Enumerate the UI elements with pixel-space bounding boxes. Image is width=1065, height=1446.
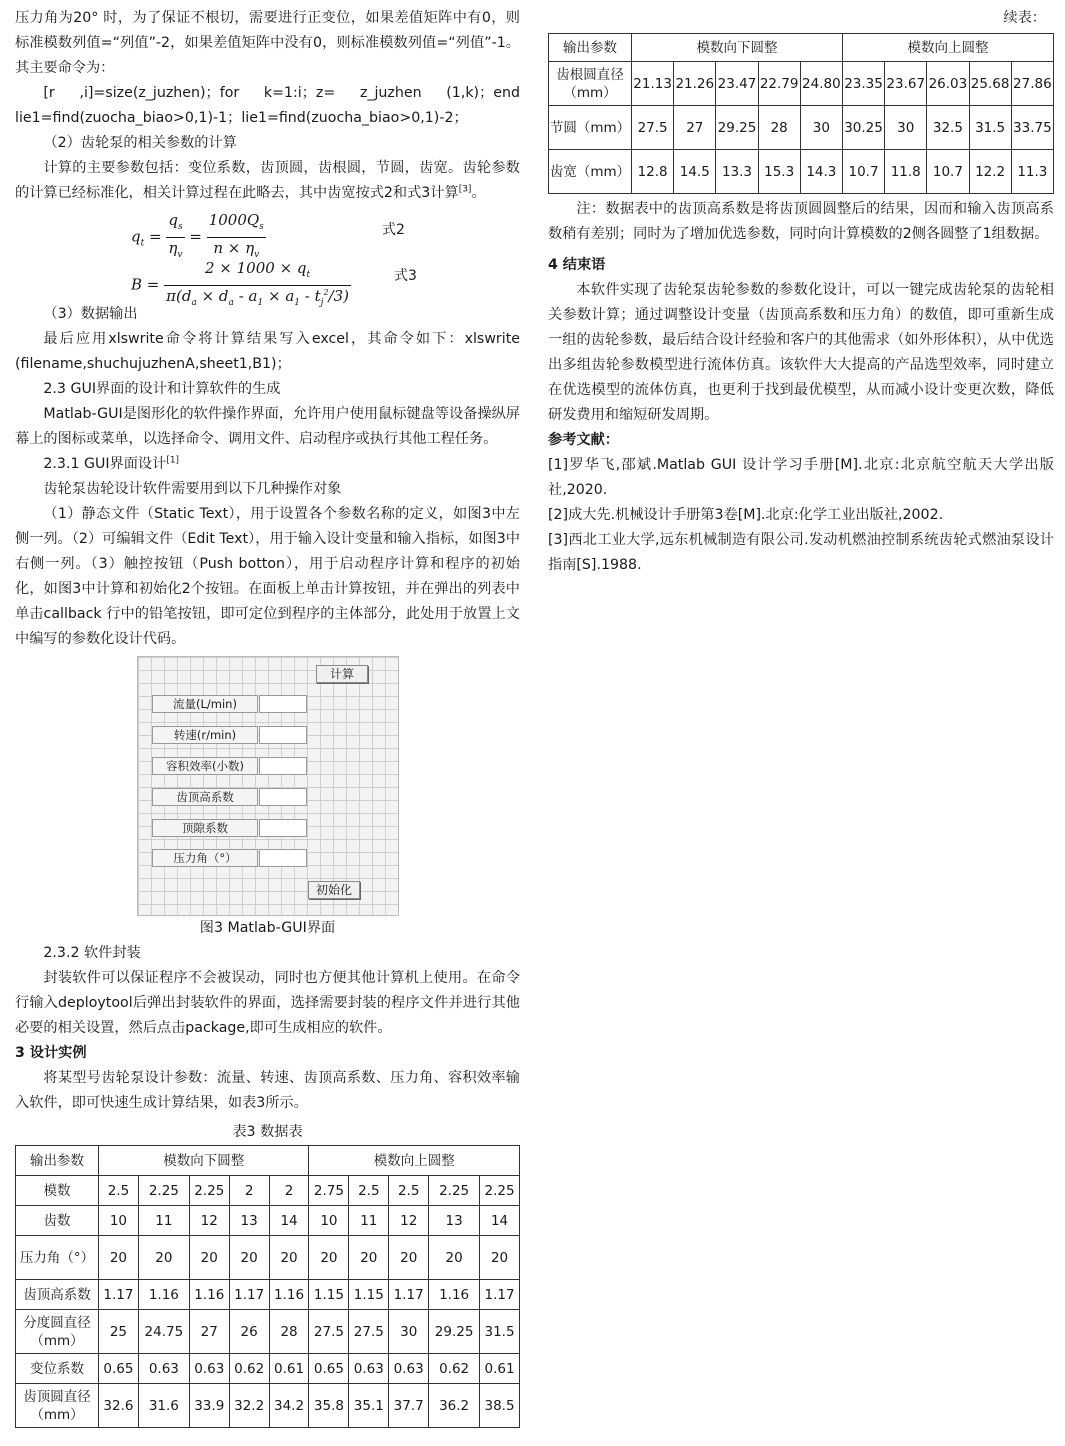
table-cell: 12 (389, 1206, 429, 1236)
reference-item: [3]西北工业大学,远东机械制造有限公司.发动机燃油控制系统齿轮式燃油泵设计指南[S].1988. (548, 532, 1054, 573)
formula-2: $q_t$ = $\frac{q_s}{\eta_v}$ = $\frac{1000Q_s}{n \times \eta_v}$ 式2 (131, 211, 405, 260)
table-cell: 11 (349, 1206, 389, 1236)
paragraph: 齿轮泵齿轮设计软件需要用到以下几种操作对象 (43, 481, 342, 497)
row-label: 齿顶高系数 (16, 1280, 99, 1310)
table-cell: 0.65 (99, 1354, 139, 1384)
table-cell: 23.67 (885, 62, 927, 106)
table-cell: 29.25 (716, 106, 758, 150)
table-cell: 2.5 (99, 1176, 139, 1206)
gui-edit-field[interactable] (259, 849, 307, 867)
table-cell: 11.8 (885, 150, 927, 194)
gui-static-label: 转速(r/min) (152, 726, 258, 744)
table-cell: 13 (429, 1206, 480, 1236)
table-cell: 27 (189, 1310, 229, 1354)
citation: [1] (166, 455, 180, 466)
table-cell: 20 (229, 1236, 269, 1280)
right-column (548, 6, 1054, 578)
table-caption: 表3 数据表 (232, 1124, 303, 1140)
gui-static-label: 压力角（°） (152, 849, 258, 867)
figure-caption: 图3 Matlab-GUI界面 (199, 920, 336, 936)
table-cell: 20 (429, 1236, 480, 1280)
table-cell: 20 (189, 1236, 229, 1280)
table-cell: 0.65 (309, 1354, 349, 1384)
table-header: 模数向上圆整 (842, 34, 1053, 62)
table-cell: 28 (269, 1310, 309, 1354)
init-button[interactable]: 初始化 (308, 881, 360, 899)
table-cell: 24.75 (138, 1310, 189, 1354)
table-cell: 21.26 (674, 62, 716, 106)
data-table-3-continued (548, 33, 1054, 194)
table-cell: 27.5 (309, 1310, 349, 1354)
table-cell: 31.6 (138, 1384, 189, 1428)
table-cell: 20 (138, 1236, 189, 1280)
table-cell: 30 (389, 1310, 429, 1354)
table-row (549, 62, 1054, 106)
table-cell: 1.17 (229, 1280, 269, 1310)
table-cell: 27.5 (632, 106, 674, 150)
table-cell: 1.15 (309, 1280, 349, 1310)
row-label: 压力角（°） (16, 1236, 99, 1280)
section-heading: 2.3.2 软件封装 (43, 945, 141, 961)
section-heading: 2.3 GUI界面的设计和计算软件的生成 (43, 381, 281, 397)
table-cell: 2 (269, 1176, 309, 1206)
table-cell: 30 (800, 106, 842, 150)
table-cell: 35.8 (309, 1384, 349, 1428)
table-cell: 2.25 (189, 1176, 229, 1206)
table-cell: 1.17 (389, 1280, 429, 1310)
table-cell: 1.17 (99, 1280, 139, 1310)
row-label: 齿顶圆直径（mm） (16, 1384, 99, 1428)
table-cell: 31.5 (480, 1310, 520, 1354)
section-heading: （2）齿轮泵的相关参数的计算 (43, 135, 237, 151)
table-cell: 35.1 (349, 1384, 389, 1428)
table-cell: 23.47 (716, 62, 758, 106)
table-header: 模数向下圆整 (99, 1146, 309, 1176)
table-row (16, 1176, 520, 1206)
formula-number: 式2 (382, 222, 405, 238)
paragraph: 将某型号齿轮泵设计参数：流量、转速、齿顶高系数、压力角、容积效率输入软件，即可快速生成计算结果，如表3所示。 (15, 1070, 520, 1111)
table-cell: 20 (309, 1236, 349, 1280)
table-cell: 2.25 (429, 1176, 480, 1206)
table-row (16, 1310, 520, 1354)
section-heading: （3）数据输出 (43, 306, 138, 322)
table-cell: 0.63 (189, 1354, 229, 1384)
table-cell: 2 (229, 1176, 269, 1206)
table-cell: 0.61 (480, 1354, 520, 1384)
gui-edit-field[interactable] (259, 695, 307, 713)
gui-edit-field[interactable] (259, 819, 307, 837)
table-cell: 34.2 (269, 1384, 309, 1428)
table-row (16, 1280, 520, 1310)
continued-label: 续表： (1003, 10, 1046, 26)
table-cell: 11.3 (1011, 150, 1053, 194)
table-cell: 32.2 (229, 1384, 269, 1428)
table-cell: 32.5 (927, 106, 969, 150)
row-label: 节圆（mm） (549, 106, 632, 150)
table-cell: 31.5 (969, 106, 1011, 150)
table-cell: 27.5 (349, 1310, 389, 1354)
table-cell: 20 (349, 1236, 389, 1280)
section-heading: 2.3.1 GUI界面设计[1] (43, 455, 180, 472)
paragraph: 本软件实现了齿轮泵齿轮参数的参数化设计，可以一键完成齿轮泵的齿轮相关参数计算；通过调整设计变量（齿顶高系数和压力角）的数值，即可重新生成一组的齿轮参数，最后结合设计经验和客户的其他需求（如外形体积），从中优选出多组齿轮参数模型进行流体仿真。该软件大大提高的产品选型效率，同时建立在优选模型的流体仿真，也更利于找到最优模型，从而减小设计变更次数，降低研发费用和缩短研发周期。 (548, 282, 1054, 423)
table-cell: 30.25 (842, 106, 884, 150)
table-cell: 0.62 (429, 1354, 480, 1384)
row-label: 齿根圆直径（mm） (549, 62, 632, 106)
gui-edit-field[interactable] (259, 788, 307, 806)
table-header: 输出参数 (16, 1146, 99, 1176)
table-cell: 0.63 (389, 1354, 429, 1384)
table-cell: 13.3 (716, 150, 758, 194)
table-header: 模数向下圆整 (632, 34, 843, 62)
paragraph: 计算的主要参数包括：变位系数，齿顶圆，齿根圆，节圆，齿宽。齿轮参数的计算已经标准化，相关计算过程在此略去，其中齿宽按式2和式3计算[3]。 (15, 160, 520, 201)
table-cell: 12 (189, 1206, 229, 1236)
table-cell: 1.17 (480, 1280, 520, 1310)
table-cell: 0.63 (138, 1354, 189, 1384)
table-row (16, 1354, 520, 1384)
row-label: 变位系数 (16, 1354, 99, 1384)
table-cell: 15.3 (758, 150, 800, 194)
table-cell: 37.7 (389, 1384, 429, 1428)
table-cell: 1.16 (269, 1280, 309, 1310)
gui-edit-field[interactable] (259, 726, 307, 744)
table-row (16, 1206, 520, 1236)
table-cell: 13 (229, 1206, 269, 1236)
row-label: 分度圆直径（mm） (16, 1310, 99, 1354)
table-cell: 24.80 (800, 62, 842, 106)
table-cell: 2.75 (309, 1176, 349, 1206)
table-cell: 10.7 (842, 150, 884, 194)
table-cell: 20 (99, 1236, 139, 1280)
table-cell: 0.61 (269, 1354, 309, 1384)
paragraph: 压力角为20° 时，为了保证不根切，需要进行正变位，如果差值矩阵中有0，则标准模数列值=“列值”-2，如果差值矩阵中没有0，则标准模数列值=“列值”-1。其主要命令为： (15, 10, 520, 76)
paragraph: 封装软件可以保证程序不会被误动，同时也方便其他计算机上使用。在命令行输入deploytool后弹出封装软件的界面，选择需要封装的程序文件并进行其他必要的相关设置，然后点击package,即可生成相应的软件。 (15, 970, 520, 1036)
left-column (15, 6, 520, 1428)
table-cell: 36.2 (429, 1384, 480, 1428)
table-cell: 32.6 (99, 1384, 139, 1428)
table-cell: 21.13 (632, 62, 674, 106)
table-cell: 14.5 (674, 150, 716, 194)
table-cell: 27 (674, 106, 716, 150)
table-cell: 38.5 (480, 1384, 520, 1428)
table-cell: 2.5 (349, 1176, 389, 1206)
table-cell: 29.25 (429, 1310, 480, 1354)
table-cell: 20 (480, 1236, 520, 1280)
table-cell: 11 (138, 1206, 189, 1236)
formula-number: 式3 (394, 268, 417, 284)
paragraph: Matlab-GUI是图形化的软件操作界面，允许用户使用鼠标键盘等设备操纵屏幕上的图标或菜单，以选择命令、调用文件、启动程序或执行其他工程任务。 (15, 406, 520, 447)
reference-item: [1]罗华飞,邵斌.Matlab GUI 设计学习手册[M].北京:北京航空航天大学出版社,2020. (548, 457, 1054, 498)
table-cell: 12.8 (632, 150, 674, 194)
row-label: 齿数 (16, 1206, 99, 1236)
row-label: 模数 (16, 1176, 99, 1206)
table-cell: 0.63 (349, 1354, 389, 1384)
row-label: 齿宽（mm） (549, 150, 632, 194)
table-cell: 14 (480, 1206, 520, 1236)
reference-item: [2]成大先.机械设计手册第3卷[M].北京:化学工业出版社,2002. (548, 507, 944, 523)
table-header: 模数向上圆整 (309, 1146, 520, 1176)
table-cell: 20 (389, 1236, 429, 1280)
data-table-3 (15, 1145, 520, 1428)
table-cell: 1.15 (349, 1280, 389, 1310)
table-row (549, 106, 1054, 150)
table-cell: 26.03 (927, 62, 969, 106)
table-cell: 2.25 (480, 1176, 520, 1206)
table-cell: 2.25 (138, 1176, 189, 1206)
table-cell: 10 (309, 1206, 349, 1236)
table-cell: 30 (885, 106, 927, 150)
table-cell: 2.5 (389, 1176, 429, 1206)
table-header: 输出参数 (549, 34, 632, 62)
gui-static-label: 容积效率(小数) (152, 757, 258, 775)
table-row (16, 1384, 520, 1428)
table-cell: 12.2 (969, 150, 1011, 194)
citation: [3] (458, 184, 472, 195)
table-cell: 28 (758, 106, 800, 150)
table-cell: 20 (269, 1236, 309, 1280)
table-cell: 14.3 (800, 150, 842, 194)
table-cell: 10.7 (927, 150, 969, 194)
references-heading: 参考文献： (548, 432, 619, 448)
figure-3-gui-mockup (137, 656, 399, 916)
table-row (549, 150, 1054, 194)
table-cell: 0.62 (229, 1354, 269, 1384)
table-row (16, 1236, 520, 1280)
table-cell: 22.79 (758, 62, 800, 106)
table-cell: 14 (269, 1206, 309, 1236)
gui-static-label: 齿顶高系数 (152, 788, 258, 806)
table-cell: 25.68 (969, 62, 1011, 106)
table-cell: 1.16 (138, 1280, 189, 1310)
gui-edit-field[interactable] (259, 757, 307, 775)
paragraph: 最后应用xlswrite命令将计算结果写入excel，其命令如下：xlswrite (filename,shuchujuzhenA,sheet1,B1)； (15, 331, 520, 372)
table-cell: 1.16 (429, 1280, 480, 1310)
formula-3: B = $\frac{2 \times 1000 \times q_t}{\pi(d_a \times d_a - a_1 \times a_1 - t_j^2/3)}$ 式3 (131, 259, 417, 308)
table-cell: 33.9 (189, 1384, 229, 1428)
table-cell: 33.75 (1011, 106, 1053, 150)
table-note: 注：数据表中的齿顶高系数是将齿顶圆圆整后的结果，因而和输入齿顶高系数稍有差别；同时为了增加优选参数，同时向计算模数的2侧各圆整了1组数据。 (548, 201, 1054, 242)
paragraph: （1）静态文件（Static Text），用于设置各个参数名称的定义，如图3中左侧一列。（2）可编辑文件（Edit Text），用于输入设计变量和输入指标，如图3中右侧一列。（3）触控按钮（Push botton），用于启动程序计算和程序的初始化，如图3中计算和初始化2个按钮。在面板上单击计算按钮，并在弹出的列表中单击callback 行中的铅笔按钮，即可定位到程序的主体部分，此处用于放置上文中编写的参数化设计代码。 (15, 506, 520, 647)
table-cell: 23.35 (842, 62, 884, 106)
gui-static-label: 顶隙系数 (152, 819, 258, 837)
code-snippet: [r ,i]=size(z_juzhen)；for k=1:i；z= z_juzhen (1,k)；end lie1=find(zuocha_biao>0,1)-1；lie1=find(zuocha_biao>0,1)-2； (15, 85, 520, 126)
table-cell: 26 (229, 1310, 269, 1354)
section-heading: 3 设计实例 (15, 1045, 87, 1061)
gui-static-label: 流量(L/min) (152, 695, 258, 713)
calc-button[interactable]: 计算 (316, 665, 368, 683)
table-cell: 10 (99, 1206, 139, 1236)
section-heading: 4 结束语 (548, 257, 606, 273)
table-cell: 1.16 (189, 1280, 229, 1310)
table-cell: 25 (99, 1310, 139, 1354)
table-cell: 27.86 (1011, 62, 1053, 106)
